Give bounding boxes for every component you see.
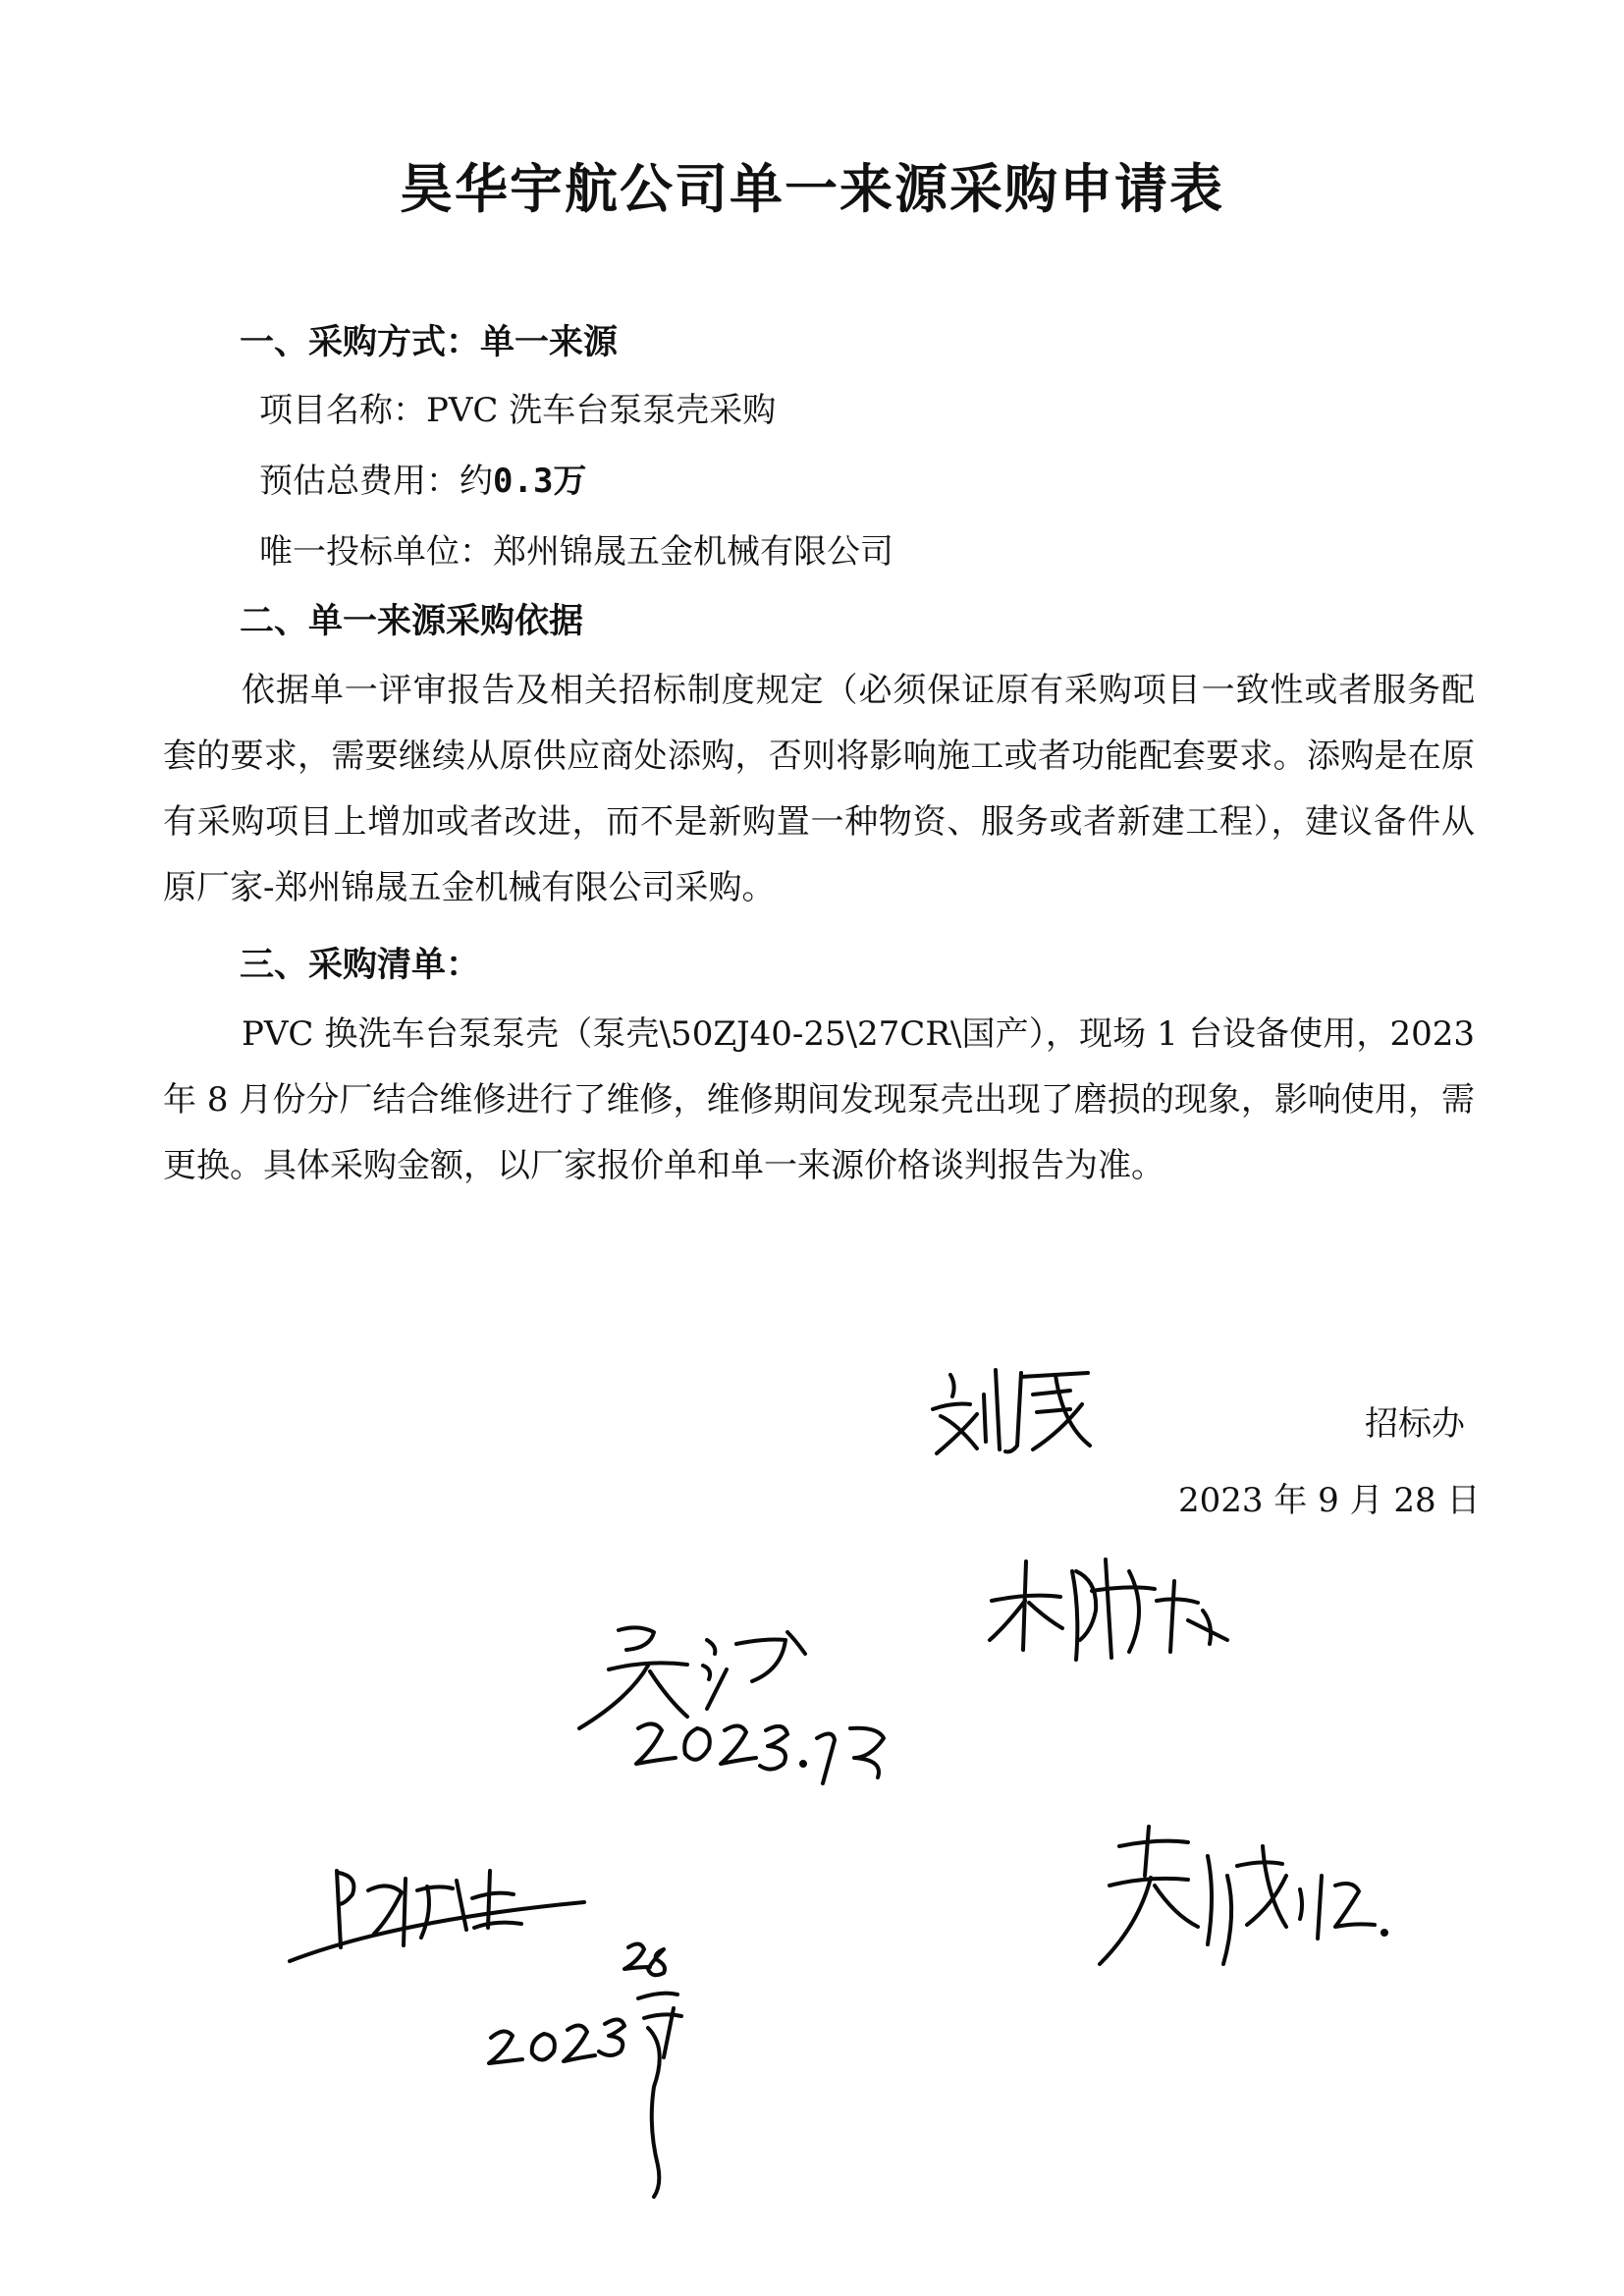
project-name-line: [259, 391, 776, 431]
estimated-cost-label: 预估总费用：约: [259, 462, 493, 501]
department-name: 招标办: [1365, 1404, 1465, 1444]
signature-dong-chengjiang: [1090, 1817, 1394, 1984]
document-title: 昊华宇航公司单一来源采购申请表: [400, 158, 1224, 220]
signature-liu-wei: [923, 1355, 1100, 1463]
estimated-cost-value: 0.3: [493, 462, 554, 501]
section2-paragraph: 依据单一评审报告及相关招标制度规定（必须保证原有采购项目一致性或者服务配套的要求，需要继续从原供应商处添购，否则将影响施工或者功能配套要求。添购是在原有采购项目上增加或者改进，而不是新购置一种物资、服务或者新建工程），建议备件从原厂家-郑州锦晟五金机械有限公司采购。: [163, 671, 1475, 907]
document-date: 2023 年 9 月 28 日: [1178, 1481, 1481, 1520]
section3-paragraph: PVC 换洗车台泵泵壳（泵壳\50ZJ40-25\27CR\国产），现场 1 台设备使用，2023 年 8 月份分厂结合维修进行了维修，维修期间发现泵壳出现了磨损的现象，影响使用，需更换。具体采购金额，以厂家报价单和单一来源价格谈判报告为准。: [163, 1014, 1475, 1185]
project-name-value: PVC 洗车台泵泵壳采购: [426, 391, 777, 430]
sole-bidder-label: 唯一投标单位：: [259, 532, 493, 572]
section3-heading: 三、采购清单：: [240, 946, 481, 985]
section1-heading: 一、采购方式：单一来源: [240, 323, 619, 362]
project-name-label: 项目名称：: [259, 391, 426, 430]
sole-bidder-line: [259, 532, 893, 573]
sole-bidder-value: 郑州锦晟五金机械有限公司: [493, 532, 893, 572]
signature-wu-hao: [560, 1611, 933, 1787]
section2-heading: 二、单一来源采购依据: [240, 602, 584, 641]
signature-li-xiaofeng: [982, 1542, 1237, 1669]
signature-chen-yujie-date: [481, 1940, 707, 2205]
estimated-cost-line: [259, 462, 586, 502]
estimated-cost-unit: 万: [553, 462, 587, 501]
